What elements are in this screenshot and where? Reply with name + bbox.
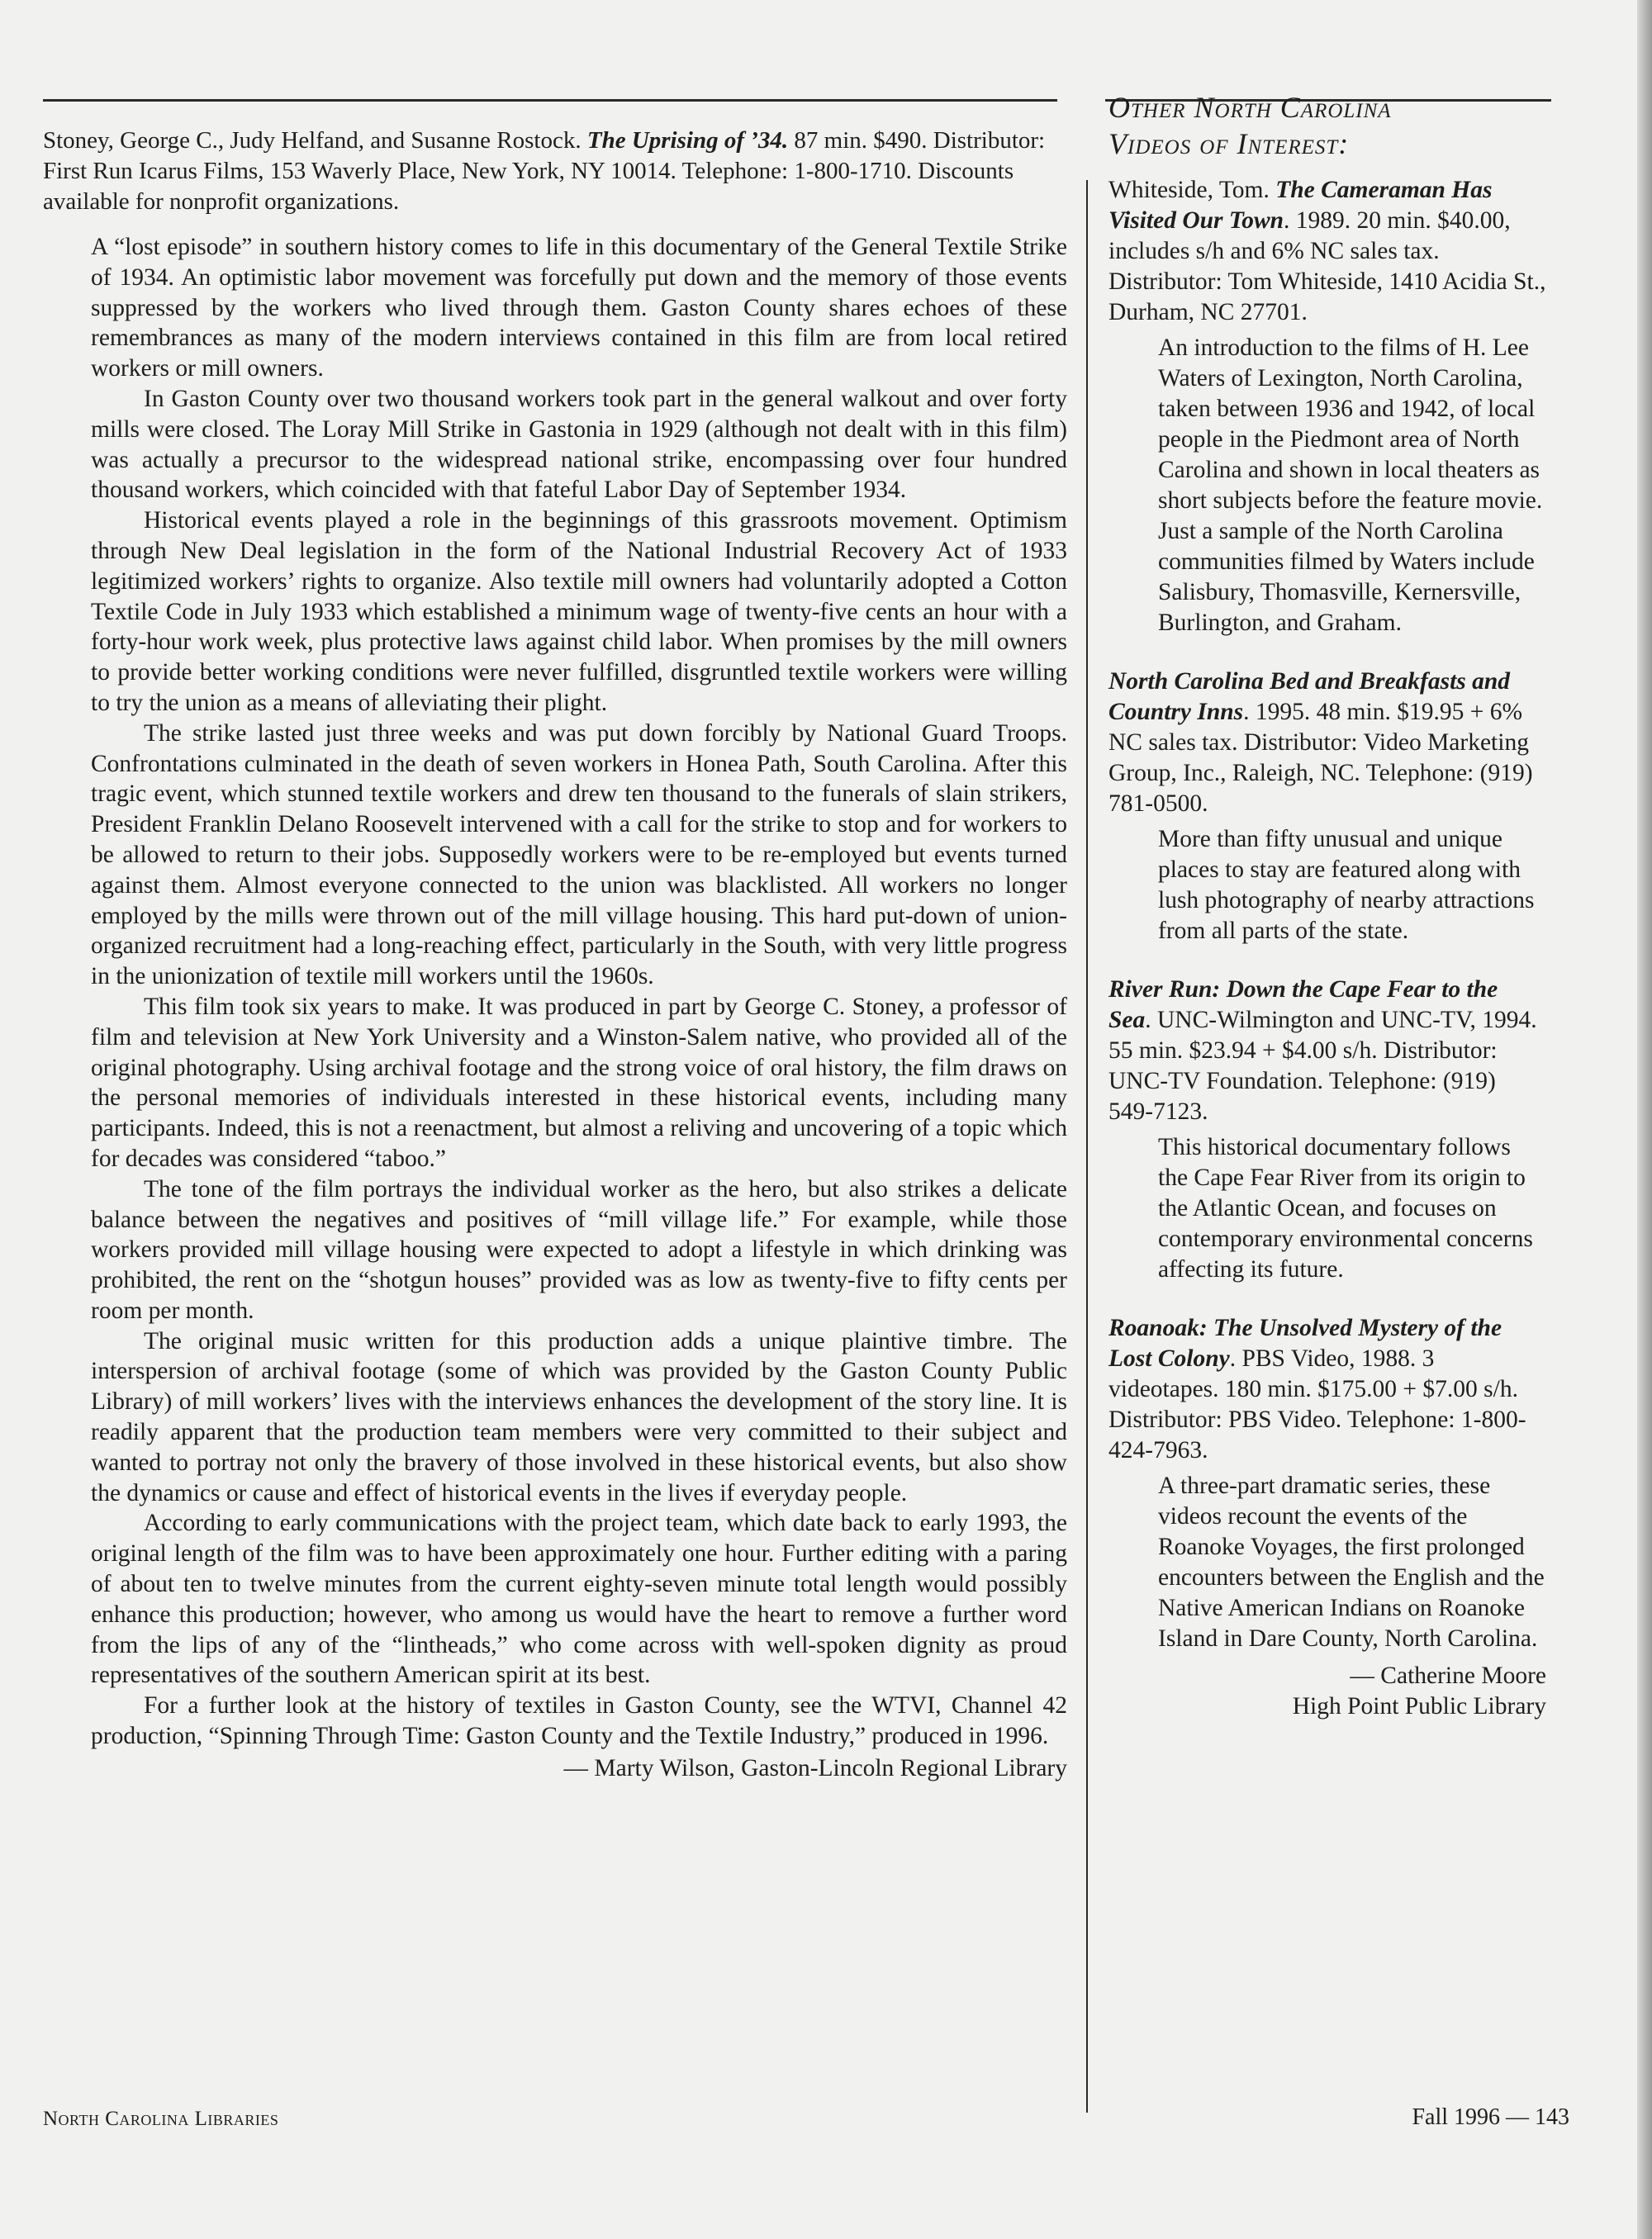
video-entry-citation [1108,175,1546,328]
review-citation [43,126,1067,217]
sidebar-heading [1108,89,1546,162]
review-paragraph: The strike lasted just three weeks and was put down forcibly by National Guard Troops. Confrontations culminated in the death of seven workers in Honea Path, South Carolina. After this tragic event, which stunned textile workers and drew ten thousand to the funerals of slain strikers, President Franklin Delano Roosevelt intervened with a call for the strike to stop and for workers to be allowed to return to their jobs. Supposedly workers were to be re-employed but events turned against them. Almost everyone connected to the union was blacklisted. All workers no longer employed by the mills were thrown out of the mill village housing. This hard put-down of union-organized recruitment had a long-reaching effect, particularly in the South, with very little progress in the unionization of textile mill workers until the 1960s. [91,719,1067,990]
review-paragraph: The tone of the film portrays the individual worker as the hero, but also strikes a delicate balance between the negatives and positives of “mill village life.” For example, while those workers provided mill village housing were expected to adopt a lifestyle in which drinking was prohibited, the rent on the “shotgun houses” provided was as low as twenty-five to fifty cents per room per month. [91,1175,1067,1324]
video-entry-citation [1108,975,1546,1127]
review-paragraph: The original music written for this production adds a unique plaintive timbre. The interspersion of archival footage (some of which was provided by the Gaston County Public Library) of mill workers’ lives with the interviews enhances the development of the story line. It is readily apparent that the production team members were very committed to their subject and wanted to portray not only the bravery of those involved in these historical events, but also show the dynamics or cause and effect of historical events in the lives if everyday people. [91,1327,1067,1506]
video-entry [1108,975,1546,1285]
column-divider [1086,180,1088,2113]
video-entry-title: River Run: Down the Cape Fear to the Sea [1108,976,1498,1033]
review-paragraph: This film took six years to make. It was produced in part by George C. Stoney, a professor of film and television at New York University and a Winston-Salem native, who provided all of the original photography. Using archival footage and the strong voice of oral history, the film draws on the personal memories of individuals interested in these historical events, including many participants. Indeed, this is not a reenactment, but almost a reliving and uncovering of a topic which for decades was considered “taboo.” [91,993,1067,1172]
video-entry-title: Roanoak: The Unsolved Mystery of the Lost Colony [1108,1315,1502,1372]
review-paragraph: According to early communications with the project team, which date back to early 1993, the original length of the film was to have been approximately one hour. Further editing with a paring of about ten to twelve minutes from the current eighty-seven minute total length would possibly enhance this production; however, who among us would have the heart to remove a further word from the lips of any of the “lintheads,” who come across with well-spoken dignity as proud representatives of the southern American spirit at its best. [91,1510,1067,1689]
video-entry-title: The Cameraman Has Visited Our Town [1108,177,1493,234]
footer-journal-title: North Carolina Libraries [43,2108,279,2130]
citation-details: 87 min. $490. Distributor: First Run Icarus Films, 153 Waverly Place, New York, NY 10014. Telephone: 1-800-1710. Discounts available for nonprofit organizations. [43,127,1046,215]
top-rule [43,99,1057,102]
credit-name: — Catherine Moore [1350,1663,1546,1689]
review-body [43,232,1067,1784]
video-entry-citation [1108,1313,1546,1466]
video-entry-details: . 1989. 20 min. $40.00, includes s/h and 6% NC sales tax. Distributor: Tom Whiteside, 1410 Acidia St., Durham, NC 27701. [1108,207,1546,325]
sidebar-column [1108,89,1546,1722]
review-paragraph: A “lost episode” in southern history comes to life in this documentary of the General Textile Strike of 1934. An optimistic labor movement was forcefully put down and the memory of those events suppressed by the workers who lived through them. Gaston County shares echoes of these remembrances as many of the modern interviews contained in this film are from local retired workers or mill owners. [91,234,1067,382]
sidebar-heading-line2: Videos of Interest: [1108,127,1350,160]
video-entry-details: . PBS Video, 1988. 3 videotapes. 180 min. $175.00 + $7.00 s/h. Distributor: PBS Video. Telephone: 1-800-424-7963. [1108,1345,1526,1463]
video-entry-details: . 1995. 48 min. $19.95 + 6% NC sales tax. Distributor: Video Marketing Group, Inc., Raleigh, NC. Telephone: (919) 781-0500. [1108,699,1533,817]
video-entry-details: . UNC-Wilmington and UNC-TV, 1994. 55 min. $23.94 + $4.00 s/h. Distributor: UNC-TV Foundation. Telephone: (919) 549-7123. [1108,1007,1537,1125]
video-entry-author: Whiteside, Tom. [1108,177,1270,203]
video-entry-description: A three-part dramatic series, these videos recount the events of the Roanoke Voyages, the first prolonged encounters between the English and the Native American Indians on Roanoke Island in Dare County, North Carolina. [1158,1473,1545,1652]
review-paragraph: In Gaston County over two thousand workers took part in the general walkout and over forty mills were closed. The Loray Mill Strike in Gastonia in 1929 (although not dealt with in this film) was actually a precursor to the widespread national strike, encompassing over four hundred thousand workers, which coincided with that fateful Labor Day of September 1934. [91,385,1067,504]
citation-authors: Stoney, George C., Judy Helfand, and Susanne Rostock. [43,127,582,154]
video-entry-description: An introduction to the films of H. Lee Waters of Lexington, North Carolina, taken between 1936 and 1942, of local people in the Piedmont area of North Carolina and shown in local theaters as short subjects before the feature movie. Just a sample of the North Carolina communities filmed by Waters include Salisbury, Thomasville, Kernersville, Burlington, and Graham. [1158,334,1543,636]
review-paragraph: For a further look at the history of textiles in Gaston County, see the WTVI, Channel 42 production, “Spinning Through Time: Gaston County and the Textile Industry,” produced in 1996. [91,1692,1067,1750]
video-entry [1108,1313,1546,1654]
footer-issue-page: Fall 1996 — 143 [1412,2104,1569,2130]
page-edge-shadow [1637,0,1652,2239]
video-entry [1108,175,1546,638]
sidebar-credit [1108,1661,1546,1722]
video-entry-citation [1108,666,1546,819]
main-review-column [43,126,1067,1784]
video-entry [1108,666,1546,946]
sidebar-heading-line1: Other North Carolina [1108,91,1392,124]
credit-organization: High Point Public Library [1292,1693,1546,1720]
review-signature: — Marty Wilson, Gaston-Lincoln Regional Library [563,1754,1067,1781]
citation-title: The Uprising of ’34. [586,127,789,154]
video-entry-title: North Carolina Bed and Breakfasts and Country Inns [1108,668,1511,725]
video-entry-description: This historical documentary follows the Cape Fear River from its origin to the Atlantic Ocean, and focuses on contemporary environmental concerns affecting its future. [1158,1134,1533,1283]
video-entry-description: More than fifty unusual and unique places to stay are featured along with lush photography of nearby attractions from all parts of the state. [1158,826,1535,944]
review-paragraph: Historical events played a role in the beginnings of this grassroots movement. Optimism through New Deal legislation in the form of the National Industrial Recovery Act of 1933 legitimized workers’ rights to organize. Also textile mill owners had voluntarily adopted a Cotton Textile Code in July 1933 which established a minimum wage of twenty-five cents an hour with a forty-hour work week, plus protective laws against child labor. When promises by the mill owners to provide better working conditions were never fulfilled, disgruntled textile workers were willing to try the union as a means of alleviating their plight. [91,507,1067,716]
